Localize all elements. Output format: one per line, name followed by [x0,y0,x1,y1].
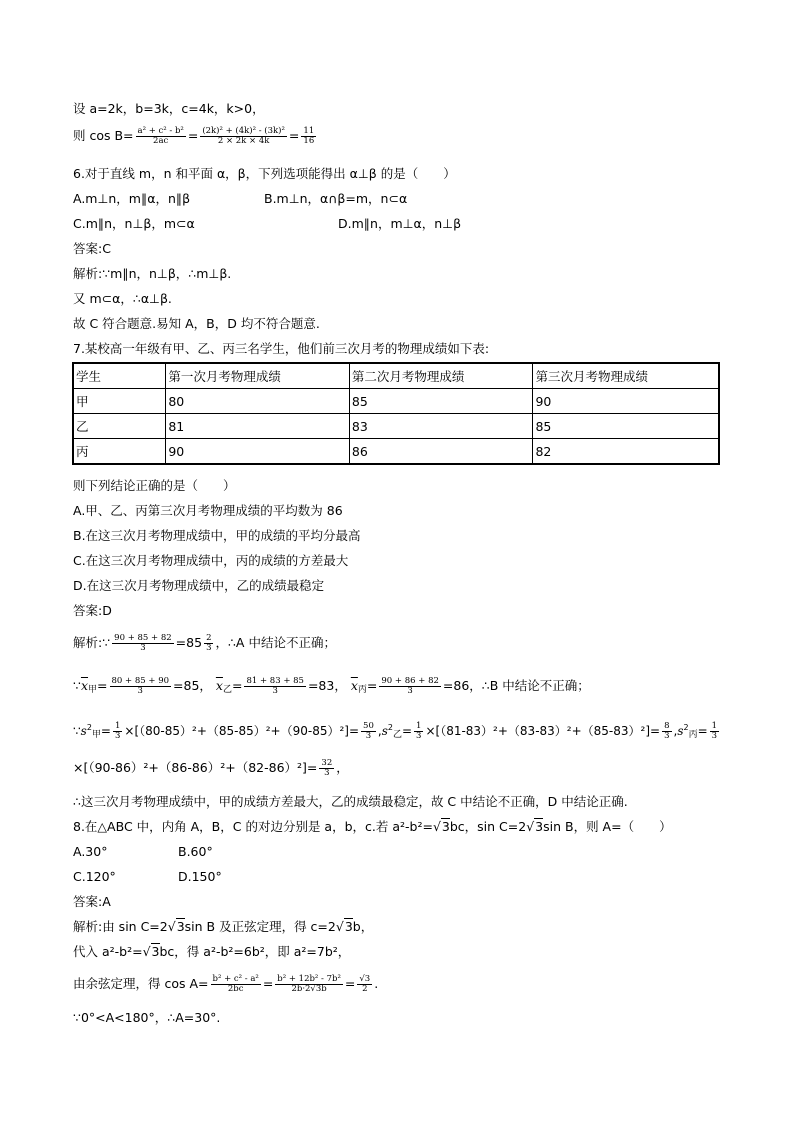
denominator: 3 [114,731,121,741]
expression: ×[（90-86）²+（86-86）²+（82-86）²]= [73,760,318,775]
numerator: 32 [321,758,333,768]
value: =85， [173,678,212,693]
q7-option-b: B.在这三次月考物理成绩中，甲的成绩的平均分最高 [73,528,361,543]
numerator: (2k)² + (4k)² - (3k)² [202,126,285,136]
q7-option-a: A.甲、乙、丙第三次月考物理成绩的平均数为 86 [73,503,343,518]
comma: ， [336,760,349,775]
fraction [244,677,306,696]
variance-symbol: s [80,724,87,738]
subscript: 乙 [222,685,232,695]
variance-symbol: s [381,724,388,738]
q6-option-c: C.m∥n，n⊥β，m⊂α [73,216,195,231]
table-cell: 86 [349,439,533,465]
table-cell: 83 [349,414,533,439]
numerator: 90 + 85 + 82 [114,633,172,643]
numerator: 90 + 86 + 82 [381,676,439,686]
denominator: 2 [362,984,368,994]
solution-prefix: 解析:∵ [73,635,111,650]
q8-answer: 答案:A [73,894,111,909]
subscript: 丙 [357,685,367,695]
q8-solution-2: 代入 a²-b²=√3bc，得 a²-b²=6b²，即 a²=7b²， [73,944,351,959]
equals: = [187,128,199,143]
stem-text: sin B，则 A=（ ） [543,819,672,834]
numerator: 50 [363,721,374,731]
fraction [211,975,261,994]
q7-question: 则下列结论正确的是（ ） [73,478,236,493]
because-symbol: ∵ [73,678,81,693]
q6-option-d: D.m∥n，m⊥α，n⊥β [338,216,462,231]
superscript: 2 [683,723,689,732]
numerator: b² + c² - a² [212,974,259,984]
denominator: 2ac [153,136,169,146]
period: . [374,976,379,991]
numerator: 2 [206,633,212,643]
table-cell: 82 [533,439,719,465]
denominator: 3 [711,731,718,741]
subscript: 甲 [88,685,98,695]
numerator: 11 [303,126,315,136]
conclusion-text: ，∴A 中结论不正确； [215,635,336,650]
fraction [200,127,287,146]
fraction [112,634,174,653]
numerator: 8 [664,721,670,731]
table-cell: 90 [166,439,350,465]
numerator: b² + 12b² - 7b² [277,974,341,984]
numerator: 80 + 85 + 90 [111,676,170,686]
subscript: 丙 [688,730,698,740]
denominator: 3 [206,643,212,653]
intro-setup: 设 a=2k，b=3k，c=4k，k>0， [73,101,265,116]
intro-cos-formula [73,127,318,146]
q8-solution-4: ∵0°<A<180°，∴A=30°. [73,1010,221,1025]
table-cell: 90 [533,389,719,414]
subscript: 甲 [91,730,101,740]
fraction [319,759,334,778]
scores-table [72,362,720,465]
table-header-row [73,363,719,389]
table-cell: 乙 [73,414,166,439]
cos-prefix: 则 cos B= [73,128,134,143]
table-header: 第一次月考物理成绩 [166,363,350,389]
denominator: 2bc [227,984,244,994]
q6-solution-2: 又 m⊂α，∴α⊥β. [73,291,172,306]
fraction [301,127,316,146]
fraction [357,975,372,994]
fraction [113,722,122,741]
q6-solution-3: 故 C 符合题意.易知 A，B，D 均不符合题意. [73,316,320,331]
denominator: 3 [324,768,330,778]
q6-solution-1: 解析:∵m∥n，n⊥β，∴m⊥β. [73,266,232,281]
superscript: 2 [86,723,92,732]
q8-solution-1: 解析:由 sin C=2√3sin B 及正弦定理，得 c=2√3b， [73,919,374,934]
q7-answer: 答案:D [73,603,112,618]
value: =85 [175,635,203,650]
denominator: 3 [137,686,143,696]
numerator: 1 [711,721,718,731]
q6-answer: 答案:C [73,241,111,256]
denominator: 3 [664,731,670,741]
q8-option-d: D.150° [178,869,222,884]
solution-text: bc，得 a²-b²=6b²，即 a²=7b²， [159,944,351,959]
table-cell: 85 [349,389,533,414]
q7-stem: 7.某校高一年级有甲、乙、丙三名学生，他们前三次月考的物理成绩如下表: [73,341,490,356]
q7-solution-means: $\because\overline{x}_甲=$ $\frac{80 + 85 + 90}{3}$ =85， $\overline{x}_乙=$ $\frac{81 + 83 + 85}{3}$ =83， $\overline{x}_丙=$ $\frac{90 + 86 + 82}{3}$ =86，∴B 中结论不正确； [73,676,590,696]
mean-symbol: $\overline{x}$ [80,678,89,693]
fraction [275,975,343,994]
numerator: 1 [114,721,121,731]
q7-solution-mean-third [73,634,336,653]
denominator: 3 [272,686,278,696]
table-cell: 甲 [73,389,166,414]
denominator: 3 [365,731,372,741]
numerator: 1 [416,721,422,731]
table-row [73,439,719,465]
q8-option-b: B.60° [178,844,213,859]
table-cell: 丙 [73,439,166,465]
table-cell: 80 [166,389,350,414]
numerator: a² + c² - b² [137,126,184,136]
equals: = [288,128,300,143]
table-row [73,414,719,439]
denominator: 2b·2√3b [291,984,327,994]
sqrt-radicand: 3 [535,819,544,834]
fraction [414,722,423,741]
q6-option-a: A.m⊥n，m∥α，n∥β [73,191,191,206]
q7-option-c: C.在这三次月考物理成绩中，丙的成绩的方差最大 [73,553,349,568]
q8-stem: 8.在△ABC 中，内角 A，B，C 的对边分别是 a，b，c.若 a²-b²=√3bc，sin C=2√3sin B，则 A=（ ） [73,819,672,834]
sqrt-radicand: 3 [151,944,160,959]
fraction [136,127,186,146]
mean-symbol: $\overline{x}$ [350,678,358,693]
fraction [204,634,213,653]
denominator: 3 [140,643,146,653]
sqrt-radicand: 3 [344,919,353,934]
variance-symbol: s [677,724,684,738]
fraction [361,722,376,741]
value: =86，∴B 中结论不正确； [442,678,590,693]
value: =83， [307,678,347,693]
q8-solution-3: 由余弦定理，得 cos A= $\frac{\text{b² + c² - a²}}{2bc}$ = $\frac{\text{b² + 12b² - 7b²}}{2b\cdot 2√3b}$ = $\frac{√3}{2}$ . [73,974,379,994]
expression: ×[（80-85）²+（85-85）²+（90-85）²]= [124,724,360,738]
q8-option-c: C.120° [73,869,116,884]
solution-text: 解析:由 sin C=2 [73,919,168,934]
q6-option-b: B.m⊥n，α∩β=m，n⊂α [264,191,408,206]
table-header: 第二次月考物理成绩 [349,363,533,389]
fraction [662,722,671,741]
table-header: 第三次月考物理成绩 [533,363,719,389]
denominator: 3 [407,686,413,696]
q6-stem: 6.对于直线 m，n 和平面 α，β，下列选项能得出 α⊥β 的是（ ） [73,166,456,181]
expression: ×[（81-83）²+（83-83）²+（85-83）²]= [425,724,661,738]
q7-conclusion: ∴这三次月考物理成绩中，甲的成绩方差最大，乙的成绩最稳定，故 C 中结论不正确，D 中结论正确. [73,794,628,809]
sqrt-radicand: 3 [176,919,185,934]
fraction [710,722,719,741]
denominator: 2 × 2k × 4k [217,136,270,146]
numerator: 81 + 83 + 85 [246,676,304,686]
q7-solution-variances: $\because s^2_甲=$ $\frac{1}{3}$ ×[（80-85）²+（85-85）²+（90-85）²]= $\frac{50}{3}$ $,s^2_乙=$ $\frac{1}{3}$ ×[（81-83）²+（83-83）²+（85-83）²]= $\frac{8}{3}$ $,s^2_丙=$ $\frac{1}{3}$ [73,721,718,741]
solution-text: 由余弦定理，得 cos A= [73,976,209,991]
because-symbol: ∵ [73,724,81,738]
solution-text: b， [352,919,374,934]
table-cell: 81 [166,414,350,439]
superscript: 2 [387,723,393,732]
q7-option-d: D.在这三次月考物理成绩中，乙的成绩最稳定 [73,578,325,593]
subscript: 乙 [392,730,402,740]
q8-option-a: A.30° [73,844,108,859]
numerator: √3 [359,974,371,984]
table-cell: 85 [533,414,719,439]
sqrt-radicand: 3 [441,819,450,834]
solution-text: 代入 a²-b²= [73,944,143,959]
denominator: 16 [303,136,315,146]
mean-symbol: $\overline{x}$ [215,678,223,693]
stem-text: 8.在△ABC 中，内角 A，B，C 的对边分别是 a，b，c.若 a²-b²= [73,819,433,834]
fraction [110,677,172,696]
solution-text: sin B 及正弦定理，得 c=2 [184,919,336,934]
denominator: 3 [416,731,422,741]
q7-solution-variance-bing [73,759,349,778]
table-header: 学生 [73,363,166,389]
stem-text: bc，sin C=2 [449,819,527,834]
fraction [379,677,441,696]
table-row [73,389,719,414]
